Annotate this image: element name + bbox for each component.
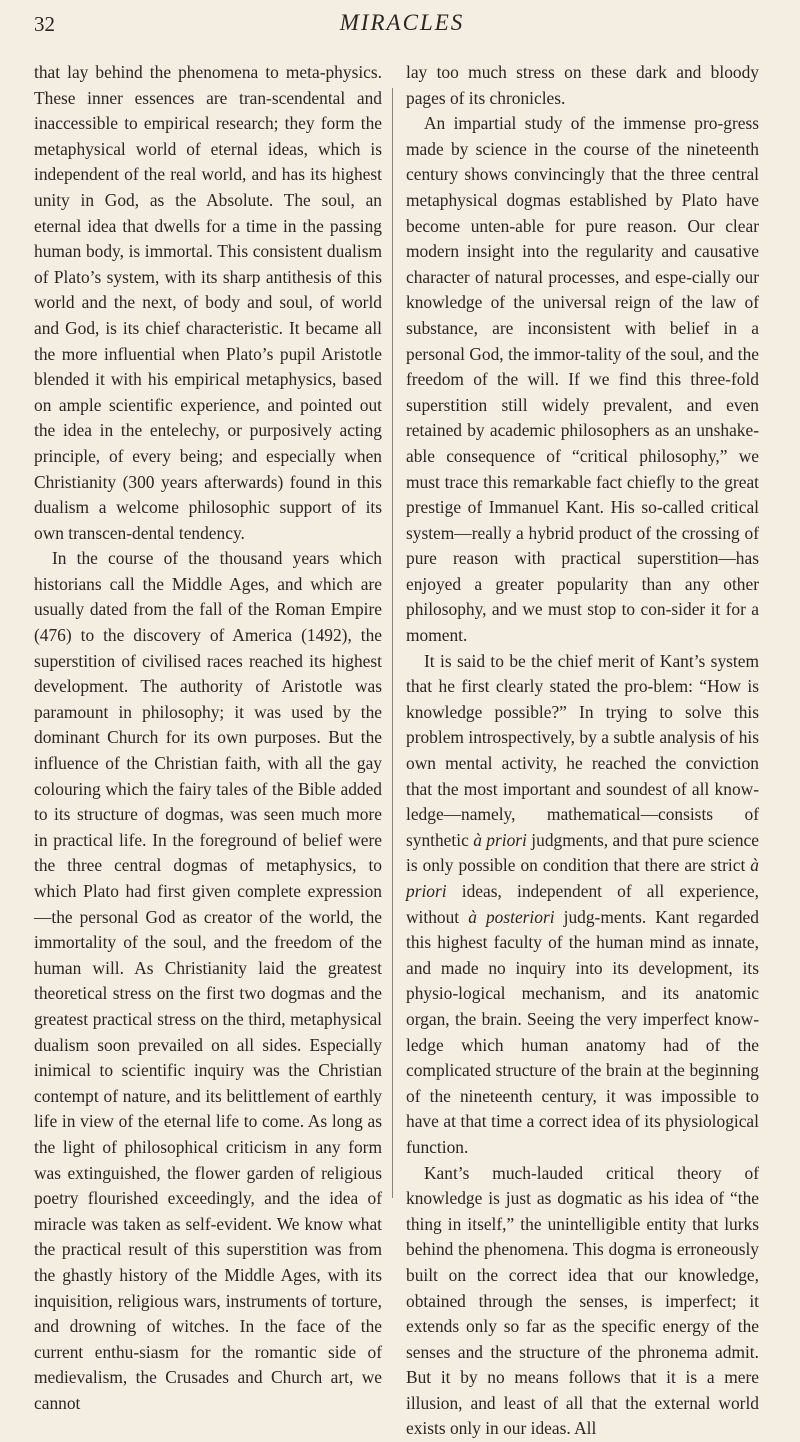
paragraph: An impartial study of the immense pro-gress made by science in the course of the nineteenth century shows convincingly that the three central metaphysical dogmas established by Plato have become unten-able for pure reason. Our clear modern insight into the regularity and causative character of natural processes, and espe-cially our knowledge of the universal reign of the law of substance, are inconsistent with belief in a personal God, the immor-tality of the soul, and the freedom of the will. If we find this three-fold superstition still widely prevalent, and even retained by academic philosophers as an unshake-able consequence of “critical philosophy,” we must trace this remarkable fact chiefly to the great prestige of Immanuel Kant. His so-called critical system—really a hybrid product of the crossing of pure reason with practical superstition—has enjoyed a greater popularity than any other philosophy, and we must stop to con-sider it for a moment. [406,113,759,646]
paragraph: Kant’s much-lauded critical theory of knowledge is just as dogmatic as his idea of “the thing in itself,” the unintelligible entity that lurks behind the phenomena. This dogma is erroneously built on the correct idea that our knowledge, obtained through the senses, is imperfect; it extends only so far as the specific energy of the senses and the structure of the phronema admit. But it by no means follows that it is a mere illusion, and least of all that the external world exists only in our ideas. All [406,1162,759,1439]
column-divider [392,88,393,1198]
left-column [34,60,382,1413]
italic-phrase: à priori [473,829,527,850]
paragraph: lay too much stress on these dark and bloody pages of its chronicles. [406,62,759,108]
text-run: It is said to be the chief merit of Kant’s system that he first clearly stated the pro-blem: “How is knowledge possible?” In trying to solve this problem introspectively, by a subtle analysis of his own mental activity, he reached the conviction that the most important and soundest of all know-ledge—namely, mathematical—consists of synthetic [406,650,759,850]
right-column [406,60,759,1439]
paragraph: that lay behind the phenomena to meta-physics. These inner essences are tran-scendental and inaccessible to empirical research; they form the metaphysical world of eternal ideas, which is independent of the real world, and has its highest unity in God, as the Absolute. The soul, an eternal idea that dwells for a time in the passing human body, is immortal. This consistent dualism of Plato’s system, with its sharp antithesis of this world and the next, of body and soul, of world and God, is its chief characteristic. It became all the more influential when Plato’s pupil Aristotle blended it with his empirical metaphysics, based on ample scientific experience, and pointed out the idea in the entelechy, or purposively acting principle, of every being; and especially when Christianity (300 years afterwards) found in this dualism a welcome philosophic support of its own transcen-dental tendency. [34,62,382,543]
paragraph [406,649,759,1161]
italic-phrase: à posteriori [468,906,555,927]
paragraph: In the course of the thousand years which historians call the Middle Ages, and which are usually dated from the fall of the Roman Empire (476) to the discovery of America (1492), the superstition of civilised races reached its highest development. The authority of Aristotle was paramount in philosophy; it was used by the dominant Church for its own purposes. But the influence of the Christian faith, with all the gay colouring which the fairy tales of the Bible added to its structure of dogmas, was seen much more in practical life. In the foreground of belief were the three central dogmas of metaphysics, to which Plato had first given complete expression—the personal God as creator of the world, the immortality of the soul, and the freedom of the human will. As Christianity laid the greatest theoretical stress on the first two dogmas and the greatest practical stress on the third, metaphysical dualism soon prevailed on all sides. Especially inimical to scientific inquiry was the Christian contempt of nature, and its belittlement of earthly life in view of the eternal life to come. As long as the light of philosophical criticism in any form was extinguished, the flower garden of religious poetry flourished exceedingly, and the idea of miracle was taken as self-evident. We know what the practical result of this superstition was from the ghastly history of the Middle Ages, with its inquisition, religious wars, instruments of torture, and drowning of witches. In the face of the current enthu-siasm for the romantic side of medievalism, the Crusades and Church art, we cannot [34,548,382,1413]
page-number: 32 [34,12,55,36]
page-header [34,8,770,48]
text-run: judg-ments. Kant regarded this highest faculty of the human mind as innate, and made no inquiry into its development, its physio-logical mechanism, and its anatomic organ, the brain. Seeing the very imperfect know-ledge which human anatomy had of the complicated structure of the brain at the beginning of the nineteenth century, it was impossible to have at that time a correct idea of its physiological function. [406,906,759,1157]
text-run: ideas, independent of all experience, without [406,881,759,927]
running-title: MIRACLES [339,10,465,35]
text-run: judgments, and that pure science is only possible on condition that there are strict [406,829,759,876]
italic-phrase: à priori [406,855,759,901]
